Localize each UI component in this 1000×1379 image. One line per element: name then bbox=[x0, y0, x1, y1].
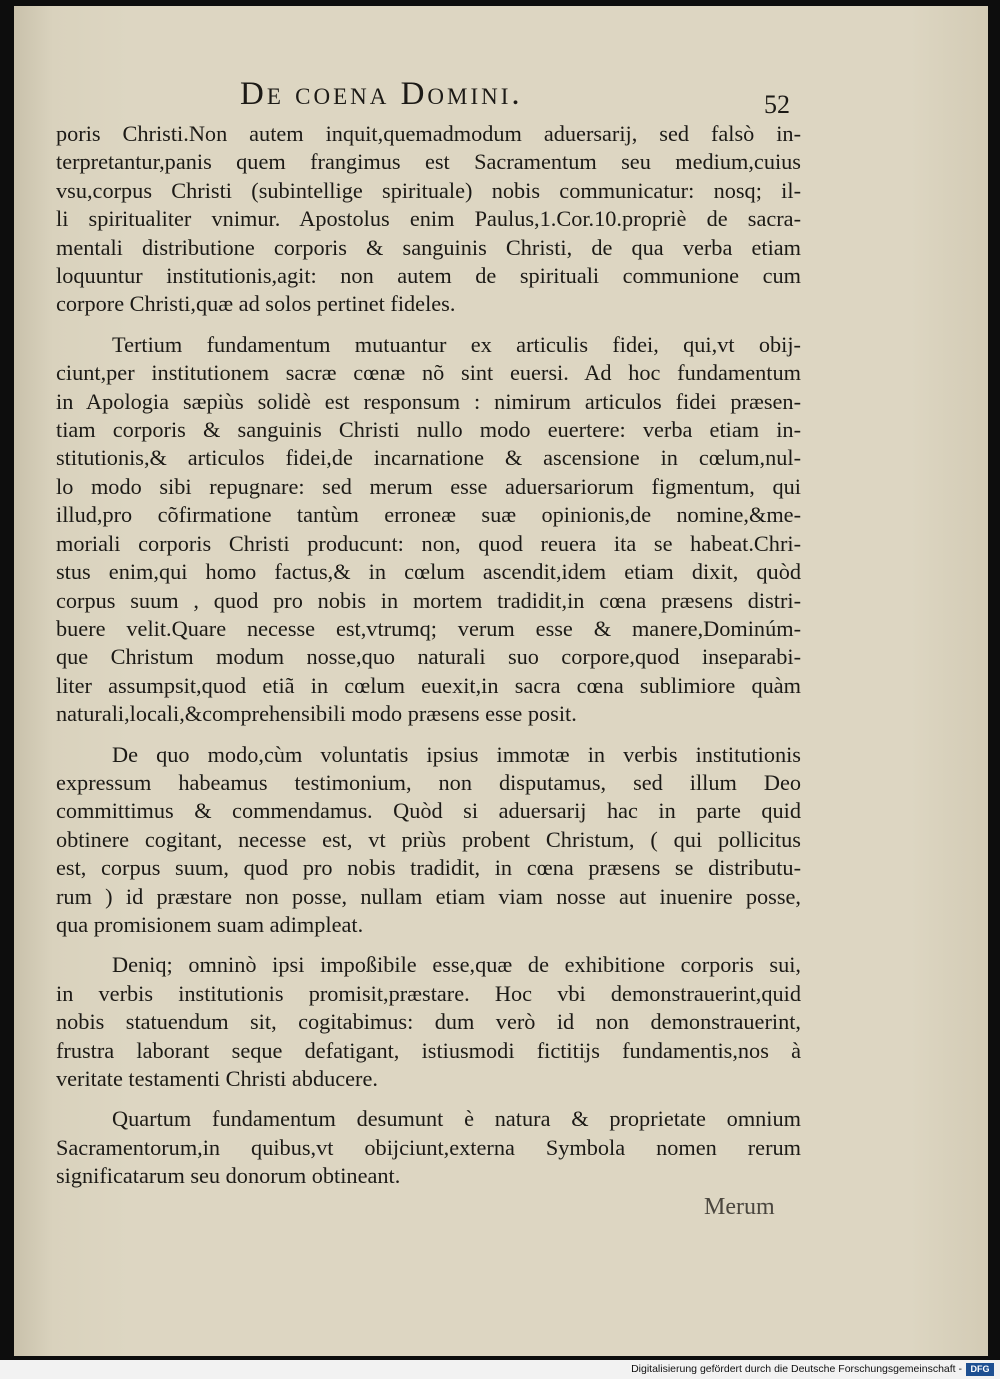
text-line: tiam corporis & sanguinis Christi nullo modo euertere: verba etiam in- bbox=[56, 417, 801, 443]
text-line: in verbis institutionis promisit,præstare. Hoc vbi demonstrauerint,quid bbox=[56, 980, 801, 1006]
text-line: naturali,locali,&comprehensibili modo præsens esse posit. bbox=[56, 701, 577, 727]
text-line: De quo modo,cùm voluntatis ipsius immotæ in verbis institutionis bbox=[112, 741, 801, 767]
paragraph-gap bbox=[56, 1093, 801, 1105]
text-line: mentali distributione corporis & sanguinis Christi, de qua verba etiam bbox=[56, 234, 801, 260]
text-line: rum ) id præstare non posse, nullam etiam viam nosse aut inuenire posse, bbox=[56, 883, 801, 909]
digitization-credit: Digitalisierung gefördert durch die Deutsche Forschungsgemeinschaft - bbox=[631, 1363, 962, 1375]
text-line: lo modo sibi repugnare: sed merum esse aduersariorum figmentum, qui bbox=[56, 473, 801, 499]
paragraph bbox=[56, 951, 801, 1093]
page-number: 52 bbox=[764, 90, 790, 119]
paragraph bbox=[56, 741, 801, 940]
book-page bbox=[14, 6, 988, 1356]
paragraph-gap bbox=[56, 729, 801, 741]
text-line: expressum habeamus testimonium, non disputamus, sed illum Deo bbox=[56, 769, 801, 795]
text-line: committimus & commendamus. Quòd si aduersarij hac in parte quid bbox=[56, 798, 801, 824]
paragraph bbox=[56, 120, 801, 319]
paragraph-gap bbox=[56, 939, 801, 951]
catchword: Merum bbox=[704, 1194, 775, 1220]
text-line: illud,pro cõfirmatione tantùm erroneæ suæ opinionis,de nomine,&me- bbox=[56, 502, 801, 528]
text-line: qua promisionem suam adimpleat. bbox=[56, 911, 364, 937]
text-line: significatarum seu donorum obtineant. bbox=[56, 1163, 401, 1189]
text-line: poris Christi.Non autem inquit,quemadmodum aduersarij, sed falsò in- bbox=[56, 121, 801, 146]
text-line: Sacramentorum,in quibus,vt obijciunt,externa Symbola nomen rerum bbox=[56, 1134, 801, 1160]
text-line: Tertium fundamentum mutuantur ex articulis fidei, qui,vt obij- bbox=[112, 331, 801, 357]
text-line: que Christum modum nosse,quo naturali suo corpore,quod inseparabi- bbox=[56, 644, 801, 670]
text-line: buere velit.Quare necesse est,vtrumq; verum esse & manere,Dominúm- bbox=[56, 615, 801, 641]
text-line: loquuntur institutionis,agit: non autem de spirituali communione cum bbox=[56, 263, 801, 289]
text-line: vsu,corpus Christi (subintellige spirituale) nobis communicatur: nosq; il- bbox=[56, 177, 801, 203]
paragraph-gap bbox=[56, 319, 801, 331]
text-line: liter assumpsit,quod etiã in cœlum euexit,in sacra cœna sublimiore quàm bbox=[56, 672, 801, 698]
running-head: De coena Domini. bbox=[240, 76, 523, 112]
text-line: stitutionis,& articulos fidei,de incarnatione & ascensione in cœlum,nul- bbox=[56, 445, 801, 471]
page-body bbox=[56, 120, 801, 1191]
text-line: ciunt,per institutionem sacræ cœnæ nõ sint euersi. Ad hoc fundamentum bbox=[56, 360, 801, 386]
text-line: terpretantur,panis quem frangimus est Sacramentum seu medium,cuius bbox=[56, 149, 801, 175]
text-line: stus enim,qui homo factus,& in cœlum ascendit,idem etiam dixit, quòd bbox=[56, 559, 801, 585]
text-line: frustra laborant seque defatigant, istiusmodi fictitijs fundamentis,nos à bbox=[56, 1037, 801, 1063]
text-line: veritate testamenti Christi abducere. bbox=[56, 1066, 378, 1091]
text-line: obtinere cogitant, necesse est, vt priùs probent Christum, ( qui pollicitus bbox=[56, 826, 801, 852]
dfg-logo: DFG bbox=[966, 1363, 994, 1376]
paragraph bbox=[56, 331, 801, 729]
text-line: in Apologia sæpiùs solidè est responsum : nimirum articulos fidei præsen- bbox=[56, 388, 801, 414]
text-line: corpore Christi,quæ ad solos pertinet fideles. bbox=[56, 291, 456, 317]
text-line: moriali corporis Christi producunt: non, quod reuera ita se habeat.Chri- bbox=[56, 530, 801, 556]
text-line: corpus suum , quod pro nobis in mortem tradidit,in cœna præsens distri- bbox=[56, 587, 801, 613]
paragraph bbox=[56, 1105, 801, 1190]
text-line: Deniq; omninò ipsi impoßibile esse,quæ de exhibitione corporis sui, bbox=[112, 952, 801, 978]
text-line: nobis statuendum sit, cogitabimus: dum verò id non demonstrauerint, bbox=[56, 1009, 801, 1035]
text-line: Quartum fundamentum desumunt è natura & proprietate omnium bbox=[112, 1106, 801, 1132]
text-line: li spiritualiter vnimur. Apostolus enim Paulus,1.Cor.10.propriè de sacra- bbox=[56, 206, 801, 232]
text-line: est, corpus suum, quod pro nobis tradidit, in cœna præsens se distributu- bbox=[56, 855, 801, 881]
